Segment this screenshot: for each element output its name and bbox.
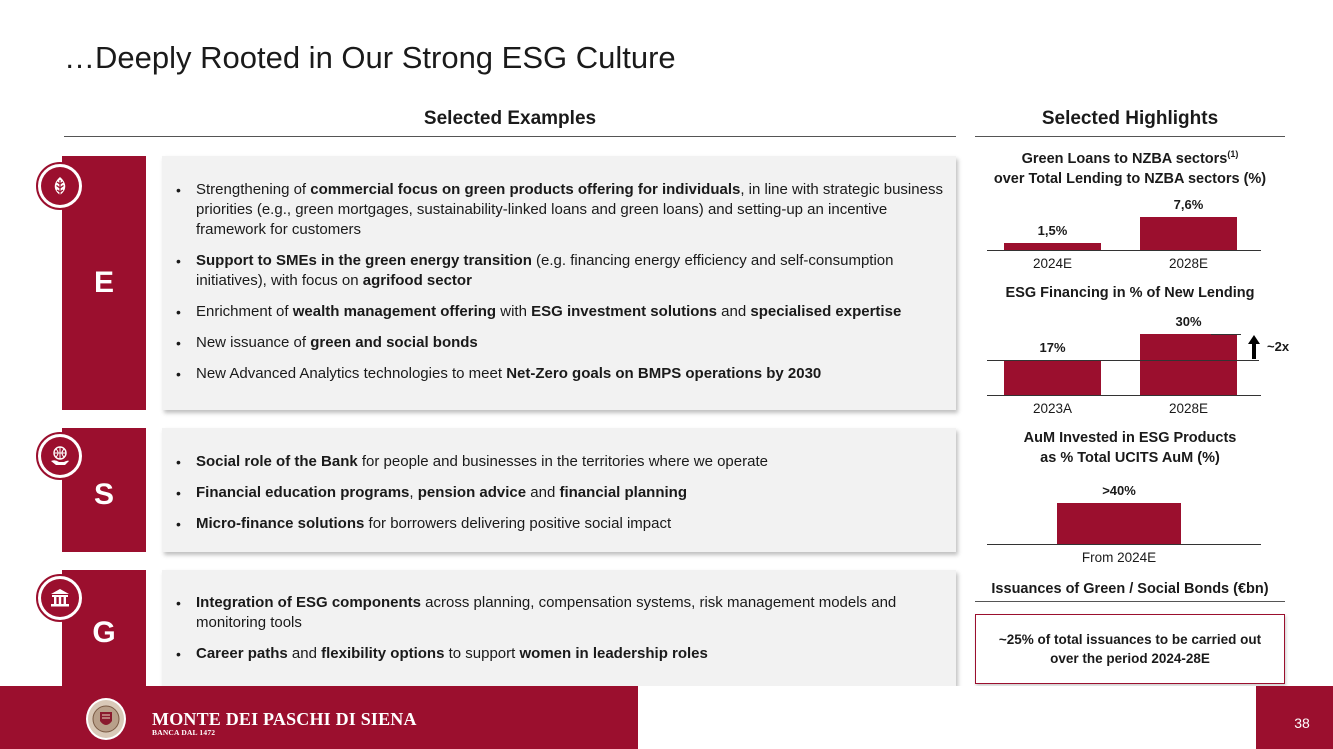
esg-letter-g: G [62,570,146,686]
chart3-plot [975,478,1285,573]
esg-letter-s: S [62,428,146,552]
g-bullet-list [162,593,956,664]
globe-hand-icon [48,444,72,468]
chart2-bar-2028e [1140,334,1237,395]
chart2-growth-annotation: ~2x [1267,339,1290,354]
bullet-text-segment: Financial education programs [196,484,410,501]
globe-hand-icon-badge [36,432,84,480]
chart2-baseline [987,395,1261,396]
g-examples-panel [162,570,956,686]
bullet-text-segment: specialised expertise [750,303,902,320]
s-bullet-item [196,483,956,503]
page-title: …Deeply Rooted in Our Strong ESG Culture [64,40,676,75]
chart2-cat-2023a: 2023A [1032,401,1073,416]
chart1-cat-2028e: 2028E [1168,256,1209,271]
bank-crest-logo [86,698,126,740]
bullet-text-segment: Enrichment of [196,303,293,320]
bullet-text-segment: for people and businesses in the territories where we operate [357,453,768,470]
e-bullet-item [196,302,956,322]
g-bullet-item [196,593,956,633]
bullet-text-segment: to support [444,645,520,662]
footer-notes: Notes: (1) Sectors with high emissions intensity (oil and gas, iron and steel, energy production and distribution, aluminium, cement, real estate, transports and agriculture). [646,697,1187,706]
chart2-reference-line [987,360,1259,361]
chart3-bar-from-2024e [1057,503,1181,544]
crest-icon [92,704,120,734]
bullet-text-segment: financial planning [559,484,687,501]
chart3-bar-label: >40% [1102,483,1136,498]
bullet-text-segment: Micro-finance solutions [196,515,365,532]
selected-examples-header: Selected Examples [423,108,597,129]
bullet-text-segment: Career paths [196,645,288,662]
bullet-text-segment: pension advice [417,484,527,501]
bullet-text-segment: (e.g. financing energy efficiency and self-consumption initiatives), with focus on [196,252,894,289]
bullet-text-segment: , [409,484,418,501]
bullet-text-segment: Integration of ESG components [196,594,422,611]
bullet-text-segment: with [496,303,532,320]
bullet-text-segment: Strengthening of [196,181,311,198]
bank-building-icon [49,587,71,609]
bullet-text-segment: agrifood sector [362,272,472,289]
chart3-cat-from-2024e: From 2024E [1081,550,1157,565]
bullet-text-segment: and [716,303,751,320]
chart2-bar-2023a [1004,360,1101,395]
bullet-text-segment: and [526,484,560,501]
s-bullet-item [196,452,956,472]
bank-building-icon-badge [36,574,84,622]
e-bullet-item [196,180,956,240]
chart1-bar2-label: 7,6% [1173,197,1204,212]
g-bullet-item [196,644,956,664]
chart3-title: AuM Invested in ESG Products as % Total UCITS AuM (%) [1023,430,1237,466]
bonds-divider [975,601,1285,602]
e-bullet-item [196,251,956,291]
up-arrow-icon [1247,334,1261,360]
bullet-text-segment: ESG investment solutions [531,303,717,320]
bullet-text-segment: and [287,645,322,662]
bullet-text-segment: across planning, compensation systems, risk management models and monitoring tools [196,594,897,631]
esg-letter-e: E [62,156,146,410]
e-bullet-item [196,364,956,384]
e-bullet-list [162,180,956,384]
chart1-plot [975,190,1285,280]
chart2-bar2-label: 30% [1175,314,1202,329]
chart1-cat-2024e: 2024E [1032,256,1073,271]
s-bullet-item [196,514,956,534]
leaf-icon-badge [36,162,84,210]
bonds-title: Issuances of Green / Social Bonds (€bn) [991,581,1269,597]
left-header-divider [64,136,956,137]
chart2-bar1-label: 17% [1039,340,1066,356]
bullet-text-segment: for borrowers delivering positive social impact [364,515,672,532]
chart1-baseline [987,250,1261,251]
bullet-text-segment: commercial focus on green products offering for individuals [310,181,741,198]
bullet-text-segment: green and social bonds [310,334,478,351]
chart2-top-tick [1211,334,1241,335]
chart2-plot [975,312,1315,422]
bullet-text-segment: , in line with strategic business priorities (e.g., green mortgages, sustainability-linked loans and green loans) and setting-up an incentive framework for customers [196,181,943,238]
bullet-text-segment: flexibility options [321,645,445,662]
right-header-divider [975,136,1285,137]
e-bullet-item [196,333,956,353]
bullet-text-segment: women in leadership roles [519,645,708,662]
chart1-bar1-label: 1,5% [1037,223,1068,239]
chart2-cat-2028e: 2028E [1168,401,1209,416]
chart2-title: ESG Financing in % of New Lending [1005,285,1255,301]
chart1-bar-2024e [1004,243,1101,250]
chart3-baseline [987,544,1261,545]
selected-highlights-header: Selected Highlights [1041,108,1219,129]
bullet-text-segment: New Advanced Analytics technologies to meet [196,365,507,382]
s-examples-panel [162,428,956,552]
bullet-text-segment: New issuance of [196,334,311,351]
chart1-title: Green Loans to NZBA sectors$^{(1)}$ over Total Lending to NZBA sectors (%) [993,149,1267,187]
chart1-bar-2028e [1140,217,1237,250]
footer-brand-name: MONTE DEI PASCHI DI SIENA [152,709,417,729]
s-bullet-list [162,452,956,534]
footer-notes-area [638,686,1256,749]
page-number: 38 [1294,715,1310,731]
bullet-text-segment: Social role of the Bank [196,453,358,470]
bullet-text-segment: Net-Zero goals on BMPS operations by 2030 [506,365,822,382]
footer-tagline: BANCA DAL 1472 [152,728,216,737]
bonds-callout: ~25% of total issuances to be carried out over the period 2024-28E [975,614,1285,684]
bullet-text-segment: Support to SMEs in the green energy transition [196,252,532,269]
bullet-text-segment: wealth management offering [292,303,497,320]
leaf-icon [49,175,71,197]
e-examples-panel [162,156,956,410]
